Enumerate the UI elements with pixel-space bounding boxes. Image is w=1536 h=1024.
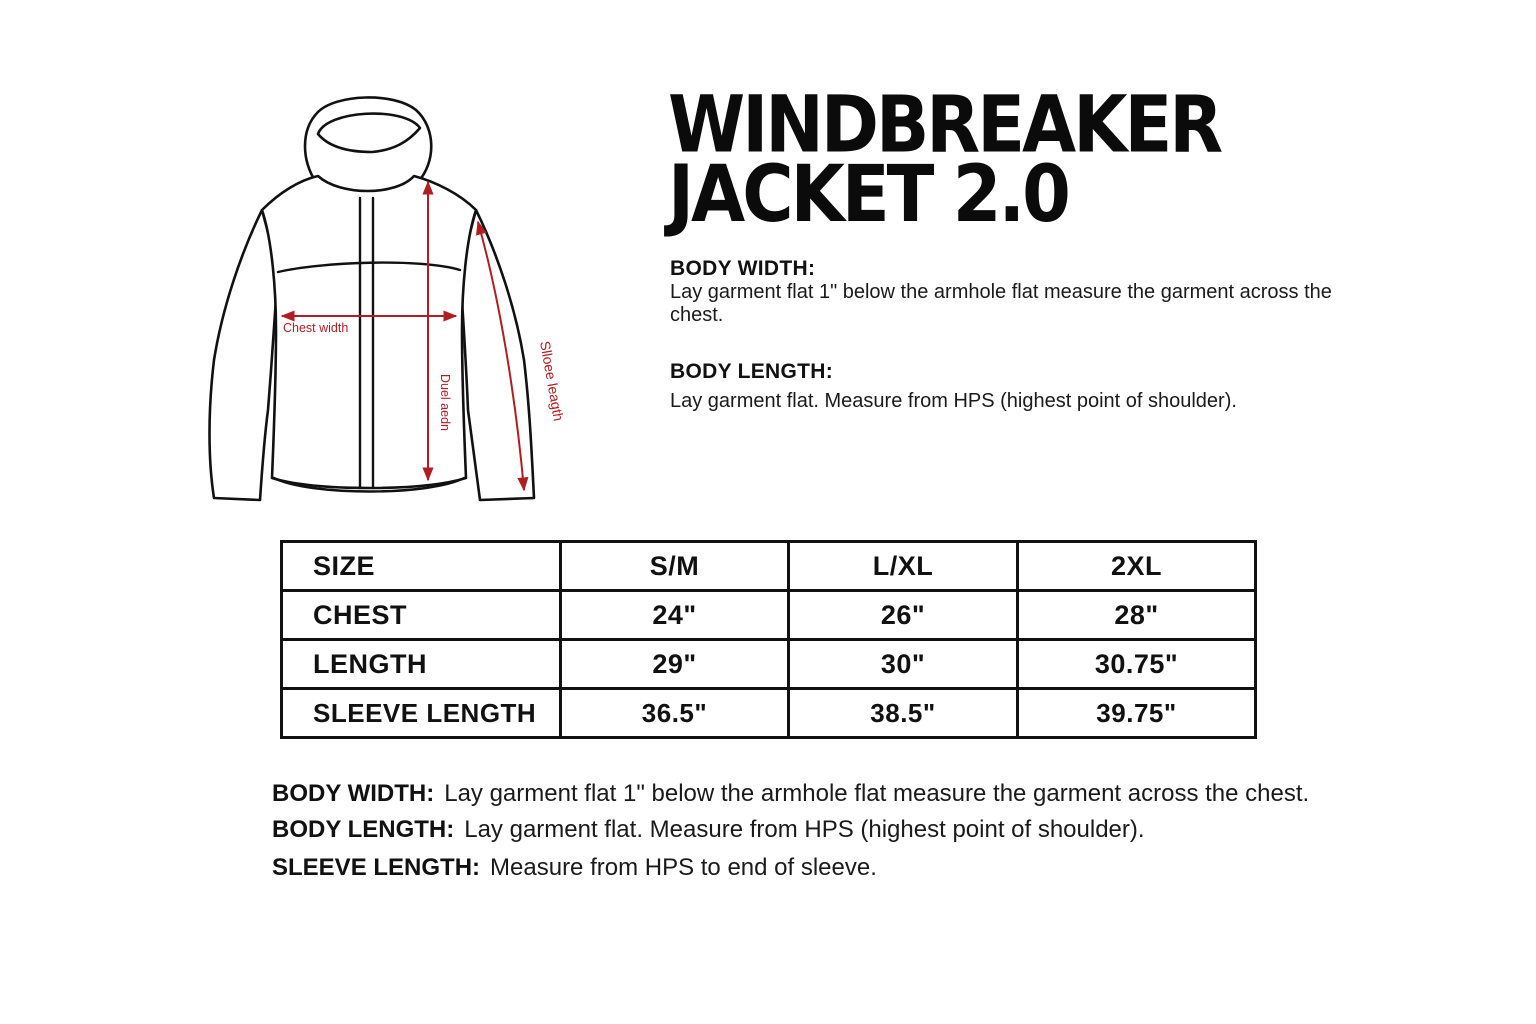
- row-label-chest: CHEST: [282, 591, 561, 640]
- measurement-notes: [272, 778, 1332, 884]
- table-cell: 39.75": [1018, 689, 1256, 738]
- table-header-row: [282, 542, 1256, 591]
- table-cell: 24": [561, 591, 789, 640]
- note-label: BODY LENGTH:: [272, 816, 455, 843]
- header-cell-size: SIZE: [282, 542, 561, 591]
- table-cell: 26": [789, 591, 1018, 640]
- note-sleeve-length: [272, 852, 1332, 884]
- header-cell-lxl: L/XL: [789, 542, 1018, 591]
- jacket-right-sleeve: [460, 210, 534, 500]
- table-cell: 30": [789, 640, 1018, 689]
- product-title: [668, 78, 1221, 241]
- header-cell-sm: S/M: [561, 542, 789, 591]
- note-body-length: [272, 814, 1332, 846]
- title-line-1: WINDBREAKER: [668, 78, 1221, 171]
- note-body-width: [272, 778, 1332, 810]
- table-cell: 38.5": [789, 689, 1018, 738]
- spec-heading: BODY LENGTH:: [670, 360, 834, 383]
- table-cell: 28": [1018, 591, 1256, 640]
- table-cell: 29": [561, 640, 789, 689]
- table-row: [282, 689, 1256, 738]
- jacket-left-sleeve: [210, 210, 279, 500]
- spec-body-length: [670, 360, 1350, 413]
- row-label-sleeve-length: SLEEVE LENGTH: [282, 689, 561, 738]
- table-cell: 30.75": [1018, 640, 1256, 689]
- table-row: [282, 640, 1256, 689]
- header-cell-2xl: 2XL: [1018, 542, 1256, 591]
- spec-heading: BODY WIDTH:: [670, 257, 816, 280]
- note-label: SLEEVE LENGTH:: [272, 854, 481, 881]
- row-label-length: LENGTH: [282, 640, 561, 689]
- size-chart-table: [280, 540, 1257, 739]
- spec-text: Lay garment flat 1" below the armhole flat measure the garment across the chest.: [670, 281, 1332, 326]
- note-text: Measure from HPS to end of sleeve.: [490, 854, 877, 881]
- table-row: [282, 591, 1256, 640]
- note-label: BODY WIDTH:: [272, 780, 435, 807]
- sleeve-length-label: Slloee leagth: [537, 339, 567, 423]
- chest-width-label: Chest width: [283, 321, 349, 335]
- title-line-2: JACKET 2.0: [668, 148, 1068, 241]
- note-text: Lay garment flat 1" below the armhole flat measure the garment across the chest.: [444, 780, 1310, 807]
- note-text: Lay garment flat. Measure from HPS (highest point of shoulder).: [464, 816, 1145, 843]
- body-length-label: Duel aedn: [438, 374, 452, 431]
- spec-body-width: [670, 257, 1350, 327]
- spec-text: Lay garment flat. Measure from HPS (highest point of shoulder).: [670, 390, 1237, 412]
- jacket-measurement-diagram: [200, 88, 580, 508]
- table-cell: 36.5": [561, 689, 789, 738]
